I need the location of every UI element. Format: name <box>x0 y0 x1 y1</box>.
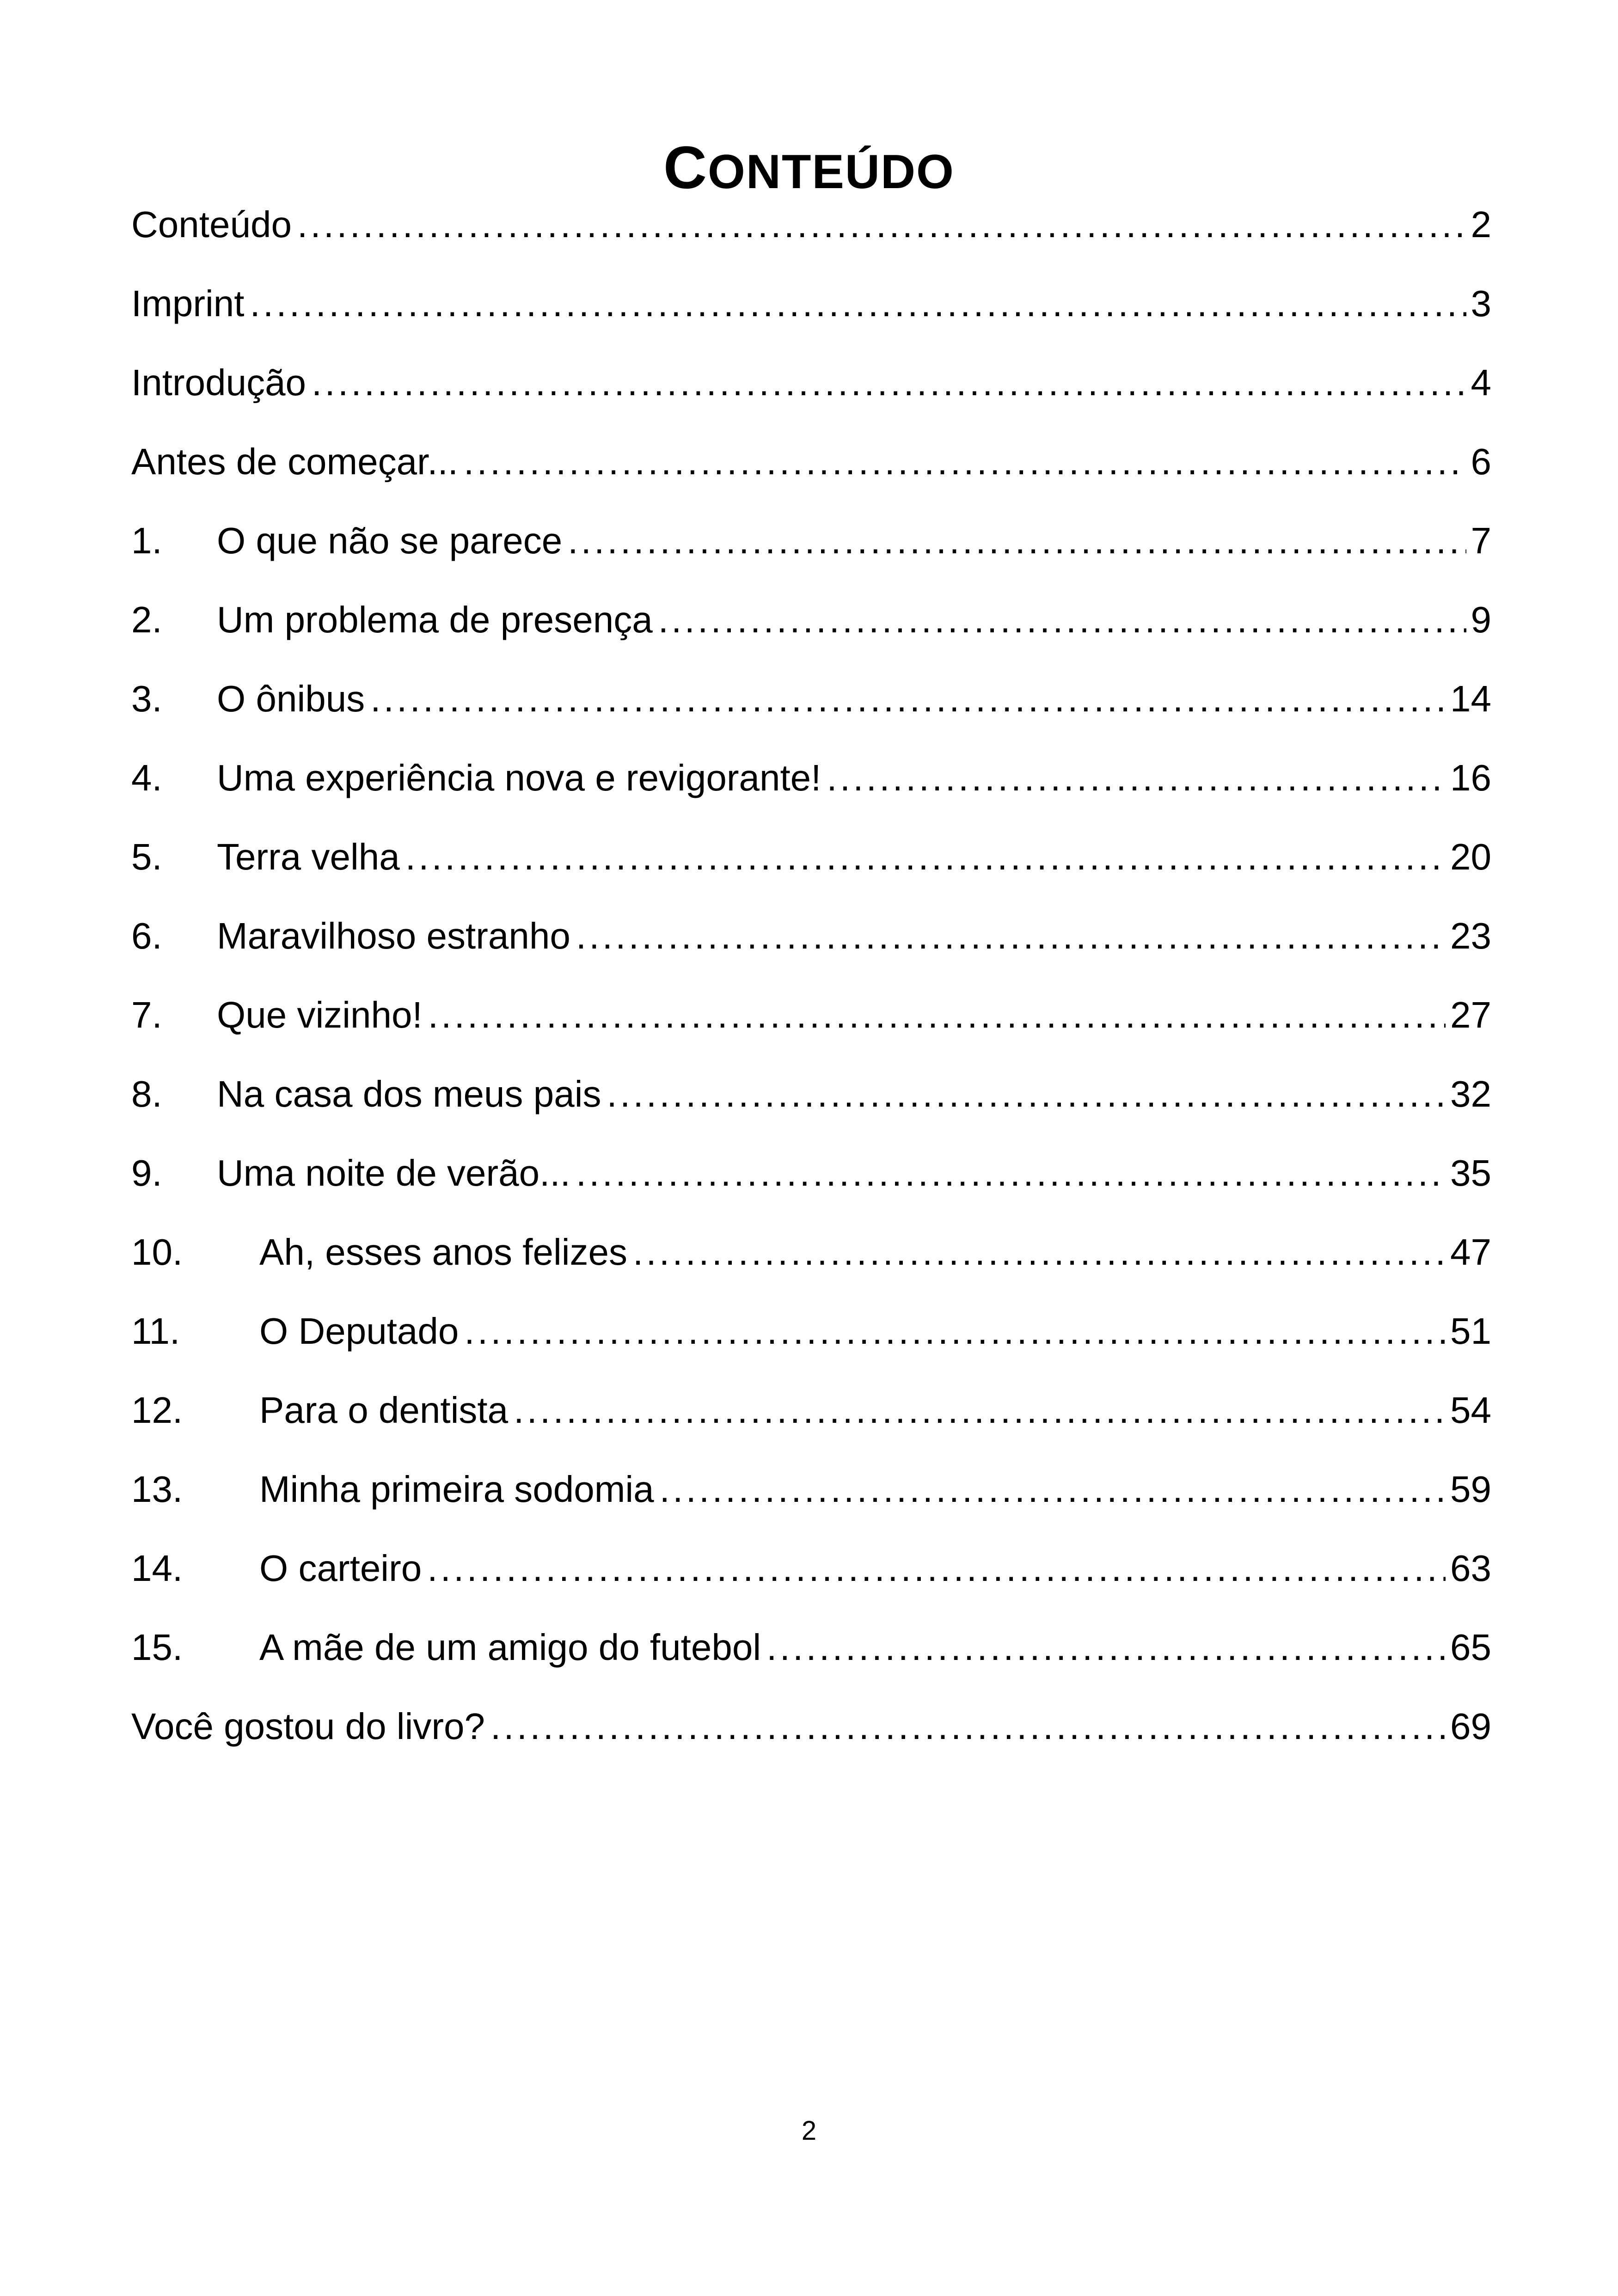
toc-entry-label: O carteiro <box>259 1547 422 1589</box>
toc-dot-leader <box>428 992 1446 1038</box>
toc-entry-label: Introdução <box>131 361 306 403</box>
toc-entry-page-number: 20 <box>1450 836 1491 877</box>
toc-dot-leader <box>568 518 1466 564</box>
toc-entry-label: Um problema de presença <box>217 599 653 640</box>
toc-entry-page-number: 65 <box>1450 1626 1491 1668</box>
toc-dot-leader <box>660 1466 1446 1512</box>
toc-entry[interactable] <box>131 738 1491 817</box>
toc-dot-leader <box>405 834 1446 880</box>
toc-entry-number: 8. <box>131 1073 162 1114</box>
toc-entry[interactable] <box>131 185 1491 264</box>
toc-entry-number: 7. <box>131 994 162 1035</box>
toc-dot-leader <box>427 1545 1446 1592</box>
toc-entry-label: Na casa dos meus pais <box>217 1073 601 1114</box>
toc-entry-number: 3. <box>131 678 162 719</box>
toc-entry-page-number: 4 <box>1471 361 1491 403</box>
toc-entry-number: 1. <box>131 520 162 561</box>
toc-entry[interactable] <box>131 1529 1491 1608</box>
toc-entry-label: Maravilhoso estranho <box>217 915 570 956</box>
toc-entry-label: O Deputado <box>259 1310 459 1352</box>
toc-entry-number: 10. <box>131 1231 183 1273</box>
toc-entry-label: Conteúdo <box>131 203 292 245</box>
toc-dot-leader <box>827 755 1446 801</box>
toc-dot-leader <box>633 1229 1446 1275</box>
toc-entry-page-number: 27 <box>1450 994 1491 1035</box>
toc-dot-leader <box>464 1308 1446 1354</box>
toc-entry[interactable] <box>131 1133 1491 1212</box>
toc-entry-label: Imprint <box>131 282 245 324</box>
toc-entry[interactable] <box>131 1687 1491 1766</box>
toc-entry[interactable] <box>131 343 1491 422</box>
toc-entry[interactable] <box>131 1212 1491 1292</box>
toc-entry[interactable] <box>131 659 1491 738</box>
toc-entry-page-number: 2 <box>1471 203 1491 245</box>
toc-entry-page-number: 51 <box>1450 1310 1491 1352</box>
toc-entry-number: 5. <box>131 836 162 877</box>
toc-dot-leader <box>658 597 1466 643</box>
toc-entry[interactable] <box>131 975 1491 1054</box>
toc-dot-leader <box>312 360 1466 406</box>
toc-entry[interactable] <box>131 580 1491 659</box>
toc-entry[interactable] <box>131 501 1491 580</box>
toc-entry-page-number: 3 <box>1471 282 1491 324</box>
toc-entry[interactable] <box>131 1450 1491 1529</box>
toc-dot-leader <box>607 1071 1446 1117</box>
toc-entry-label: O ônibus <box>217 678 365 719</box>
toc-entry[interactable] <box>131 1292 1491 1371</box>
page-title-initial: C <box>663 134 708 202</box>
toc-entry-label: Você gostou do livro? <box>131 1705 485 1747</box>
table-of-contents <box>131 185 1491 1766</box>
toc-dot-leader <box>490 1703 1446 1750</box>
toc-entry-number: 2. <box>131 599 162 640</box>
toc-entry[interactable] <box>131 422 1491 501</box>
toc-entry-page-number: 35 <box>1450 1152 1491 1194</box>
page-title-rest: ONTEÚDO <box>707 145 955 199</box>
toc-entry-page-number: 23 <box>1450 915 1491 956</box>
toc-entry-label: Ah, esses anos felizes <box>259 1231 627 1273</box>
toc-entry-page-number: 9 <box>1471 599 1491 640</box>
toc-dot-leader <box>464 439 1466 485</box>
toc-entry-label: O que não se parece <box>217 520 563 561</box>
toc-entry-page-number: 69 <box>1450 1705 1491 1747</box>
toc-entry-label: Terra velha <box>217 836 400 877</box>
toc-entry-number: 12. <box>131 1389 183 1431</box>
toc-entry-number: 6. <box>131 915 162 956</box>
toc-entry-number: 11. <box>131 1310 180 1352</box>
toc-entry-page-number: 63 <box>1450 1547 1491 1589</box>
toc-entry-label: Minha primeira sodomia <box>259 1468 654 1510</box>
toc-dot-leader <box>766 1624 1446 1671</box>
toc-entry-number: 13. <box>131 1468 183 1510</box>
toc-entry-page-number: 7 <box>1471 520 1491 561</box>
toc-entry-label: Antes de começar... <box>131 441 459 482</box>
toc-entry[interactable] <box>131 1371 1491 1450</box>
toc-entry-page-number: 6 <box>1471 441 1491 482</box>
toc-entry[interactable] <box>131 1054 1491 1133</box>
toc-entry-label: A mãe de um amigo do futebol <box>259 1626 761 1668</box>
toc-dot-leader <box>370 676 1446 722</box>
toc-entry-page-number: 16 <box>1450 757 1491 798</box>
toc-entry-page-number: 14 <box>1450 678 1491 719</box>
toc-entry-page-number: 32 <box>1450 1073 1491 1114</box>
toc-entry-label: Para o dentista <box>259 1389 509 1431</box>
toc-dot-leader <box>297 202 1466 248</box>
toc-entry-page-number: 54 <box>1450 1389 1491 1431</box>
toc-entry-number: 4. <box>131 757 162 798</box>
toc-dot-leader <box>576 1150 1446 1196</box>
toc-entry[interactable] <box>131 896 1491 975</box>
toc-entry-label: Uma noite de verão... <box>217 1152 570 1194</box>
toc-entry[interactable] <box>131 264 1491 343</box>
toc-entry-label: Que vizinho! <box>217 994 423 1035</box>
toc-dot-leader <box>576 913 1446 959</box>
toc-entry-number: 14. <box>131 1547 183 1589</box>
toc-entry[interactable] <box>131 1608 1491 1687</box>
toc-dot-leader <box>250 281 1466 327</box>
toc-entry-number: 15. <box>131 1626 183 1668</box>
toc-dot-leader <box>514 1387 1446 1433</box>
toc-entry-page-number: 47 <box>1450 1231 1491 1273</box>
toc-entry-number: 9. <box>131 1152 162 1194</box>
footer-page-number: 2 <box>801 2116 817 2146</box>
toc-entry[interactable] <box>131 817 1491 896</box>
toc-entry-label: Uma experiência nova e revigorante! <box>217 757 821 798</box>
toc-entry-page-number: 59 <box>1450 1468 1491 1510</box>
